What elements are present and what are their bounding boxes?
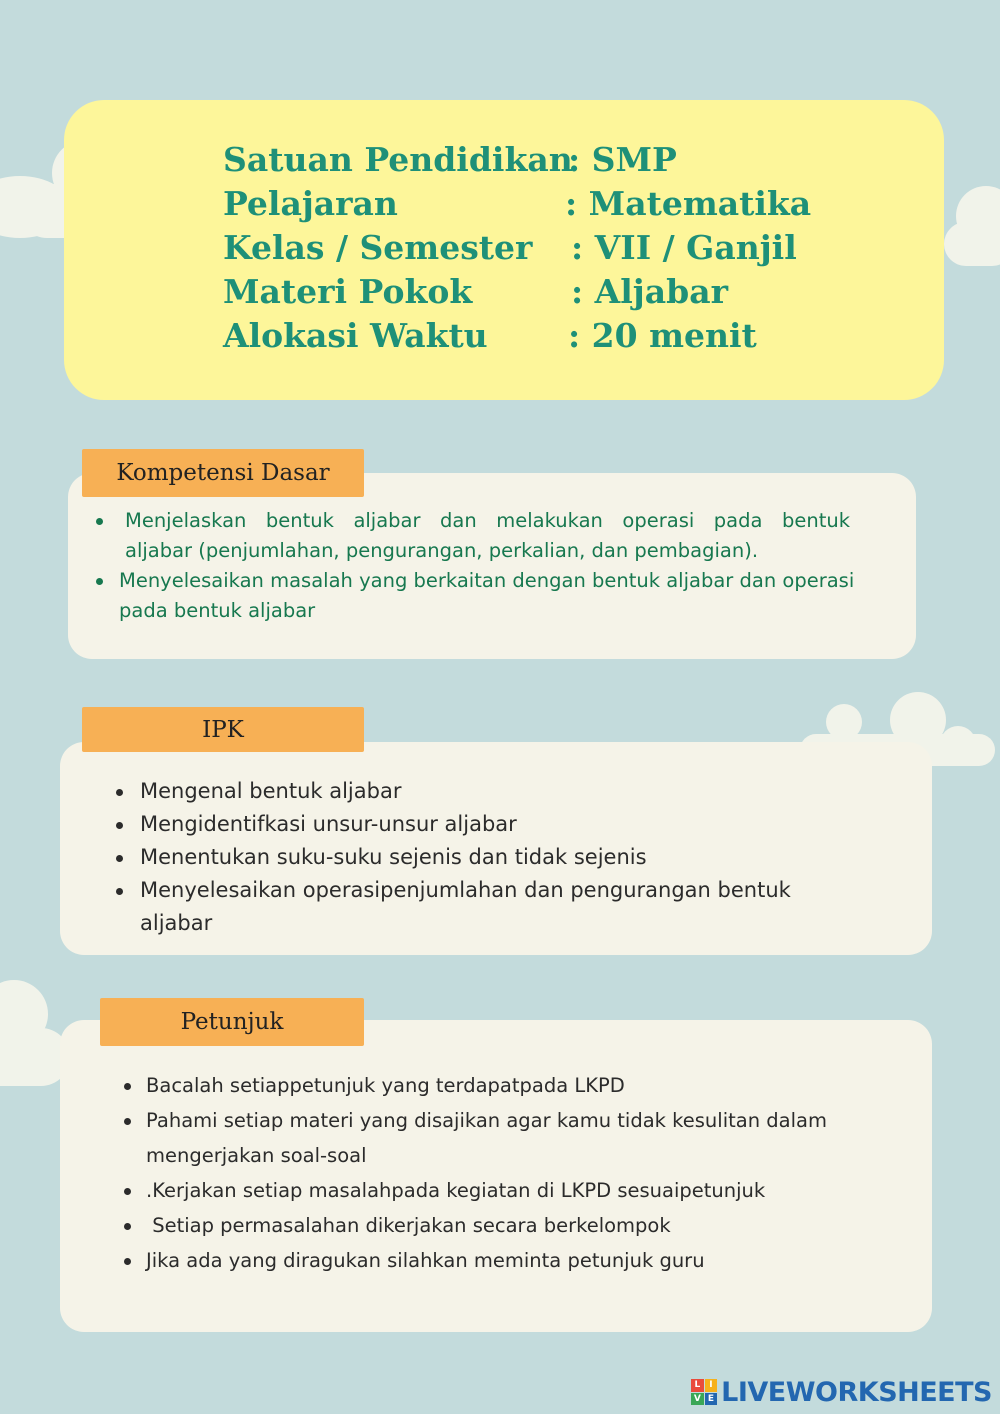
info-value: : VII / Ganjil <box>571 228 797 267</box>
list-item: .Kerjakan setiap masalahpada kegiatan di LKPD sesuaipetunjuk <box>120 1173 900 1208</box>
logo-letter: E <box>705 1393 718 1406</box>
liveworksheets-wordmark: LIVEWORKSHEETS <box>721 1376 992 1408</box>
logo-letter: L <box>691 1379 704 1392</box>
list-item: Menentukan suku-suku sejenis dan tidak sejenis <box>112 841 872 874</box>
info-value: : Aljabar <box>571 272 728 311</box>
kompetensi-dasar-title: Kompetensi Dasar <box>82 449 364 497</box>
petunjuk-title: Petunjuk <box>100 998 364 1046</box>
info-value: : 20 menit <box>568 316 757 355</box>
logo-letter: V <box>691 1393 704 1406</box>
petunjuk-list <box>120 1068 900 1278</box>
list-item: Mengenal bentuk aljabar <box>112 775 872 808</box>
info-label: Alokasi Waktu <box>223 316 488 355</box>
list-item: Mengidentifkasi unsur-unsur aljabar <box>112 808 872 841</box>
info-label: Pelajaran <box>223 184 398 223</box>
ipk-list <box>112 775 872 940</box>
list-item-line: aljabar (penjumlahan, pengurangan, perkalian, dan pembagian). <box>125 539 759 562</box>
info-label: Kelas / Semester <box>223 228 533 267</box>
liveworksheets-brand <box>691 1374 992 1410</box>
info-label: Materi Pokok <box>223 272 473 311</box>
list-item-line: Menjelaskan bentuk aljabar dan melakukan operasi pada bentuk <box>125 509 850 532</box>
kompetensi-dasar-list <box>92 506 882 626</box>
info-value: : SMP <box>568 140 677 179</box>
list-item: Setiap permasalahan dikerjakan secara berkelompok <box>120 1208 900 1243</box>
list-item: Jika ada yang diragukan silahkan meminta petunjuk guru <box>120 1243 900 1278</box>
info-label: Satuan Pendidikan <box>223 140 573 179</box>
info-value: : Matematika <box>565 184 812 223</box>
list-item: Menyelesaikan operasipenjumlahan dan pengurangan bentuk aljabar <box>112 874 872 940</box>
list-item: Bacalah setiappetunjuk yang terdapatpada LKPD <box>120 1068 900 1103</box>
logo-letter: I <box>705 1379 718 1392</box>
liveworksheets-logo-icon <box>691 1379 717 1405</box>
list-item: Menyelesaikan masalah yang berkaitan dengan bentuk aljabar dan operasi pada bentuk aljabar <box>92 566 882 626</box>
list-item: Pahami setiap materi yang disajikan agar kamu tidak kesulitan dalam mengerjakan soal-soal <box>120 1103 900 1173</box>
list-item <box>92 506 882 566</box>
cloud-decoration-top-right <box>944 186 1000 266</box>
ipk-title: IPK <box>82 707 364 752</box>
